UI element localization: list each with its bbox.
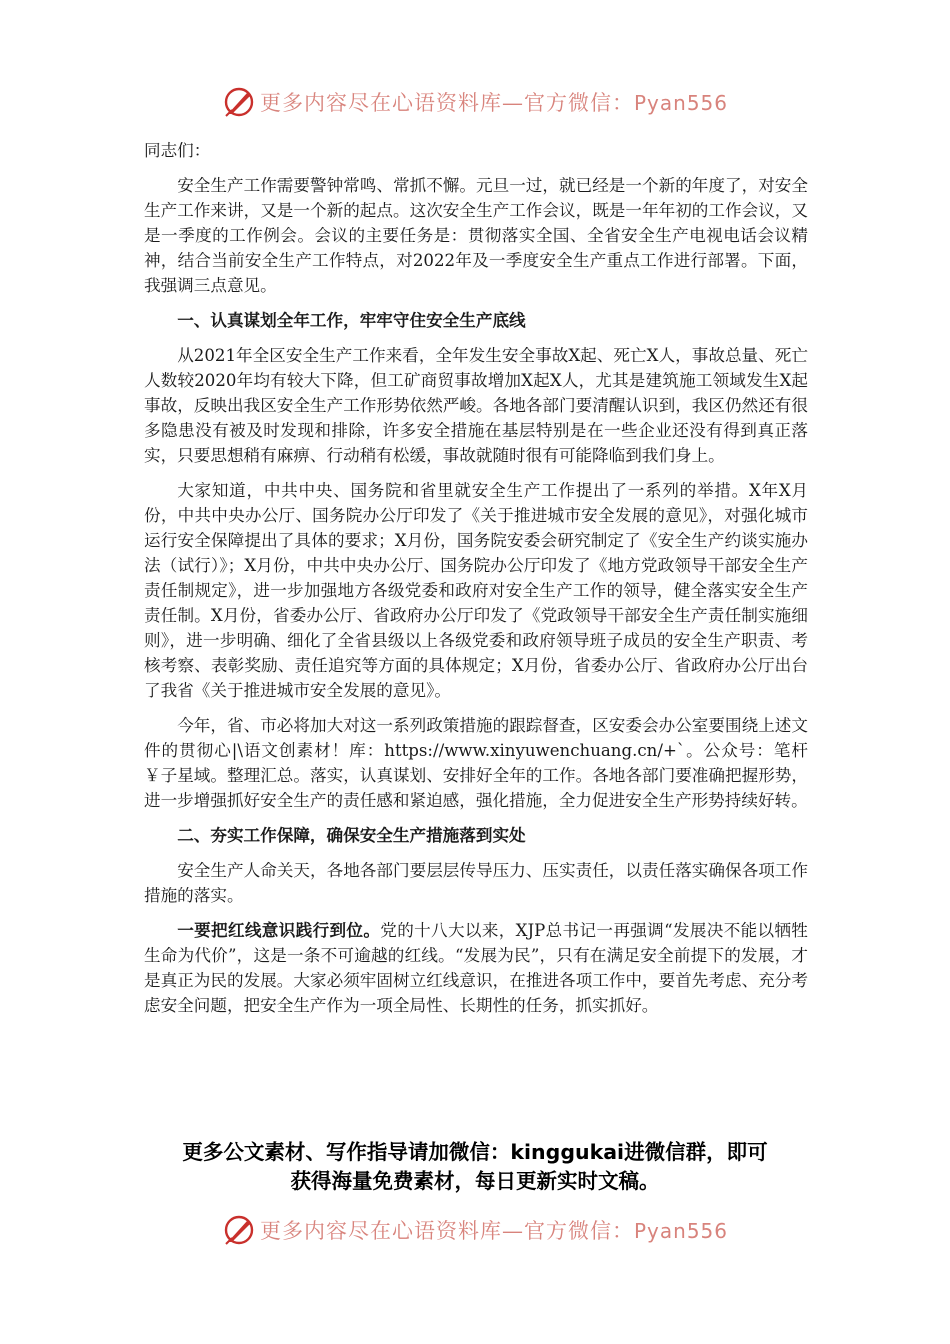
paragraph-4: 安全生产人命关天，各地各部门要层层传导压力、压实责任，以责任落实确保各项工作措施的落实。 xyxy=(144,861,808,905)
footer-banner xyxy=(0,1210,950,1250)
paragraph-2: 大家知道，中共中央、国务院和省里就安全生产工作提出了一系列的举措。X年X月份，中共中央办公厅、国务院办公厅印发了《关于推进城市安全发展的意见》，对强化城市运行安全保障提出了具体的要求；X月份，国务院安委会研究制定了《安全生产约谈实施办法（试行）》；X月份，中共中央办公厅、国务院办公厅印发了《地方党政领导干部安全生产责任制规定》，进一步加强地方各级党委和政府对安全生产工作的领导，健全落实安全生产责任制。X月份，省委办公厅、省政府办公厅印发了《党政领导干部安全生产责任制实施细则》，进一步明确、细化了全省县级以上各级党委和政府领导班子成员的安全生产职责、考核考察、表彰奖励、责任追究等方面的具体规定；X月份，省委办公厅、省政府办公厅出台了我省《关于推进城市安全发展的意见》。 xyxy=(144,481,808,700)
section-heading-2: 二、夯实工作保障，确保安全生产措施落到实处 xyxy=(177,826,526,845)
salutation: 同志们： xyxy=(144,141,211,160)
section-heading-1: 一、认真谋划全年工作，牢牢守住安全生产底线 xyxy=(177,311,526,330)
promo-note xyxy=(100,1138,850,1196)
header-banner-text: 更多内容尽在心语资料库—官方微信：Pyan556 xyxy=(259,91,728,115)
intro-paragraph: 安全生产工作需要警钟常鸣、常抓不懈。元旦一过，就已经是一个新的年度了，对安全生产工作来讲，又是一个新的起点。这次安全生产工作会议，既是一年年初的工作会议，又是一季度的工作例会。会议的主要任务是：贯彻落实全国、全省安全生产电视电话会议精神，结合当前安全生产工作特点，对2022年及一季度安全生产重点工作进行部署。下面，我强调三点意见。 xyxy=(144,176,808,295)
quill-pen-icon xyxy=(222,1213,256,1247)
header-banner xyxy=(0,82,950,122)
quill-pen-icon xyxy=(222,85,256,119)
paragraph-5 xyxy=(144,918,808,1018)
footer-banner-text: 更多内容尽在心语资料库—官方微信：Pyan556 xyxy=(259,1219,728,1243)
paragraph-3: 今年，省、市必将加大对这一系列政策措施的跟踪督查，区安委会办公室要围绕上述文件的贯彻心|\语文创素材！库：https://www.xinyuwenchuang.cn/+`。公众号：笔杆￥子星域。整理汇总。落实，认真谋划、安排好全年的工作。各地各部门要准确把握形势，进一步增强抓好安全生产的责任感和紧迫感，强化措施，全力促进安全生产形势持续好转。 xyxy=(144,716,808,810)
paragraph-1: 从2021年全区安全生产工作来看，全年发生安全事故X起、死亡X人，事故总量、死亡人数较2020年均有较大下降，但工矿商贸事故增加X起X人，尤其是建筑施工领域发生X起事故，反映出我区安全生产工作形势依然严峻。各地各部门要清醒认识到，我区仍然还有很多隐患没有被及时发现和排除，许多安全措施在基层特别是在一些企业还没有得到真正落实，只要思想稍有麻痹、行动稍有松缓，事故就随时很有可能降临到我们身上。 xyxy=(144,346,808,465)
paragraph-5-lead: 一要把红线意识践行到位。 xyxy=(177,921,381,940)
promo-line-2: 获得海量免费素材，每日更新实时文稿。 xyxy=(290,1169,660,1193)
promo-line-1: 更多公文素材、写作指导请加微信：kinggukai进微信群，即可 xyxy=(182,1140,768,1164)
document-body xyxy=(144,138,808,1028)
paragraph-5-text: 党的十八大以来，XJP总书记一再强调“发展决不能以牺牲生命为代价”，这是一条不可逾越的红线。“发展为民”，只有在满足安全前提下的发展，才是真正为民的发展。大家必须牢固树立红线意识，在推进各项工作中，要首先考虑、充分考虑安全问题，把安全生产作为一项全局性、长期性的任务，抓实抓好。 xyxy=(144,921,808,1015)
